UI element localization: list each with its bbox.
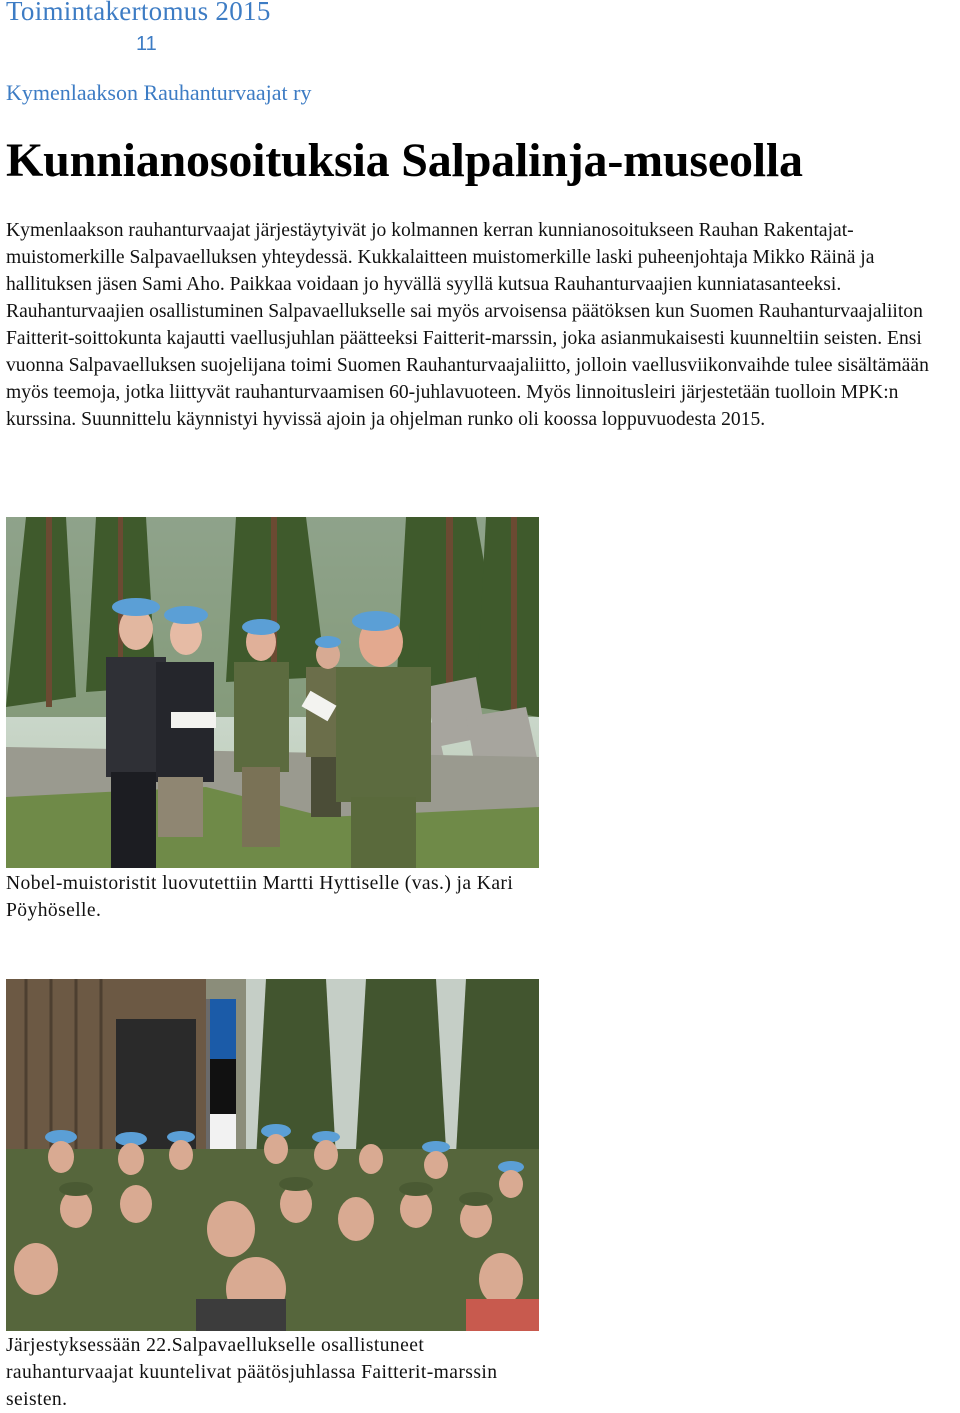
ceremony-photo-caption: Nobel-muistoristit luovutettiin Martti Hyttiselle (vas.) ja Kari Pöyhöselle.: [6, 873, 514, 921]
article-heading: Kunnianosoituksia Salpalinja-museolla: [6, 134, 803, 187]
audience-photo-caption: Järjestyksessään 22.Salpavaellukselle osallistuneet rauhanturvaajat kuuntelivat päätösjuhlassa Faitterit-marssin seisten.: [6, 1335, 498, 1410]
audience-photo: [6, 979, 539, 1331]
header-doc-title: Toimintakertomus 2015: [6, 0, 271, 26]
header-page-number: 11: [136, 33, 157, 55]
article-body: Kymenlaakson rauhanturvaajat järjestäytyivät jo kolmannen kerran kunnianosoitukseen Rauhan Rakentajat-muistomerkille Salpavaelluksen yhteydessä. Kukkalaitteen muistomerkille laski puheenjohtaja Mikko Räinä ja hallituksen jäsen Sami Aho. Paikkaa voidaan jo hyvällä syyllä kutsua Rauhanturvaajien kunniatasanteeksi. Rauhanturvaajien osallistuminen Salpavaellukselle sai myös arvoisensa päätöksen kun Suomen Rauhanturvaajaliiton Faitterit-soittokunta kajautti vaellusjuhlan päätteeksi Faitterit-marssin, joka asianmukaisesti kuunneltiin seisten. Ensi vuonna Salpavaelluksen suojelijana toimi Suomen Rauhanturvaajaliitto, jolloin vaellusviikonvaihde tulee sisältämään myös teemoja, jotka liittyvät rauhanturvaamisen 60-juhlavuoteen. Myös linnoitusleiri järjestetään tuolloin MPK:n kurssina. Suunnittelu käynnistyi hyvissä ajoin ja ohjelman runko oli koossa loppuvuodesta 2015.: [6, 220, 929, 430]
header-organization: Kymenlaakson Rauhanturvaajat ry: [6, 80, 312, 105]
ceremony-photo: [6, 517, 539, 868]
